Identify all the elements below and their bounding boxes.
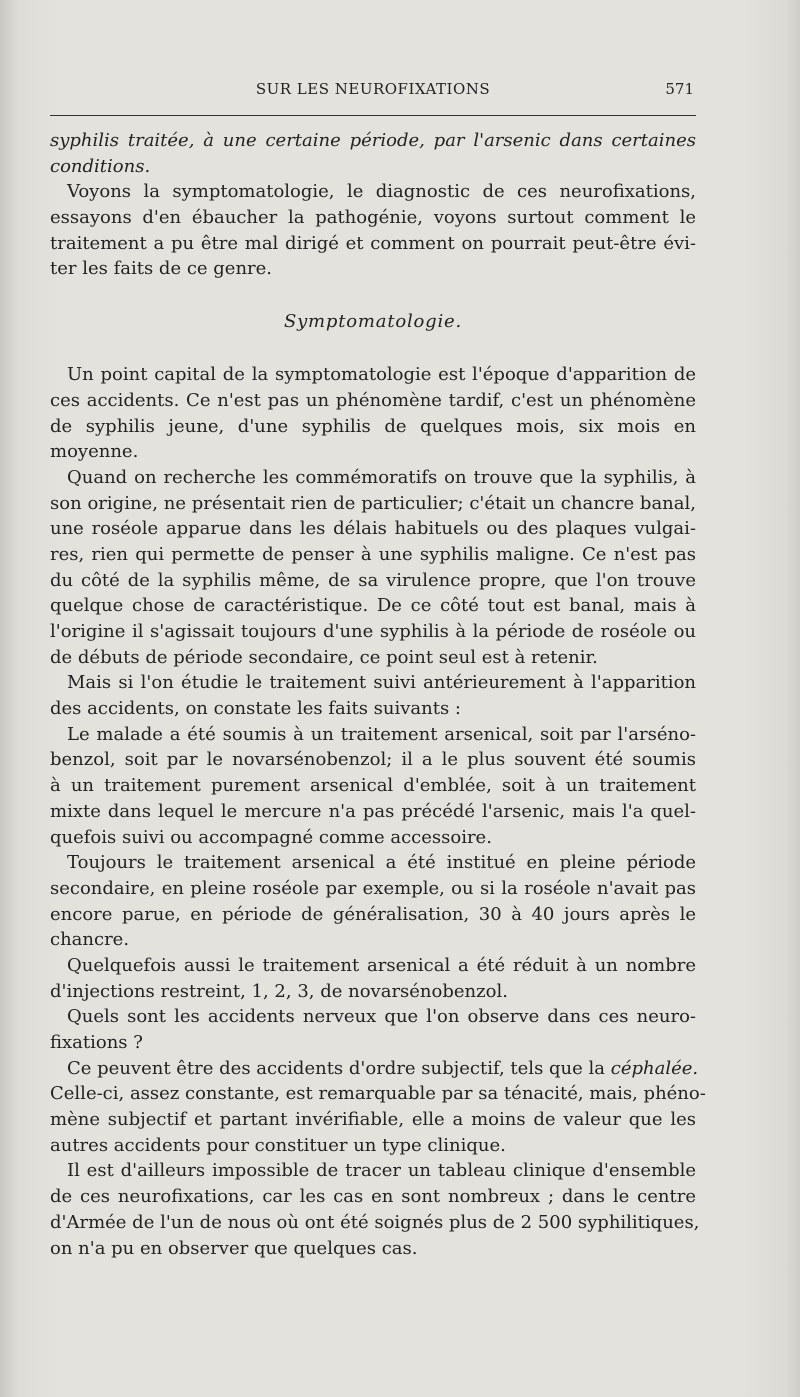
paragraph-start-line: Quels sont les accidents nerveux que l'on observe dans ces neuro- <box>67 1006 696 1028</box>
text-line: fixations ? <box>50 1032 143 1053</box>
paragraph-start-line <box>50 1056 699 1082</box>
text-line: moyenne. <box>50 441 139 463</box>
text-line: essayons d'en ébaucher la pathogénie, voyons surtout comment le <box>50 207 696 229</box>
text-line: res, rien qui permette de penser à une syphilis maligne. Ce n'est pas <box>50 543 696 565</box>
text-line: des accidents, on constate les faits suivants : <box>50 698 461 720</box>
paragraph-start-line: Le malade a été soumis à un traitement arsenical, soit par l'arséno- <box>67 723 696 745</box>
text-line: autres accidents pour constituer un type clinique. <box>50 1134 506 1156</box>
text-line: d'injections restreint, 1, 2, 3, de novarsénobenzol. <box>50 980 508 1002</box>
page-header <box>50 80 696 102</box>
page-number: 571 <box>665 80 694 98</box>
text-line: de ces neurofixations, car les cas en sont nombreux ; dans le centre <box>50 1186 696 1208</box>
text-line: du côté de la syphilis même, de sa virulence propre, que l'on trouve <box>50 569 696 591</box>
section-heading: Symptomatologie. <box>283 311 463 333</box>
text-line: Celle-ci, assez constante, est remarquable par sa ténacité, mais, phéno- <box>50 1083 706 1105</box>
paragraph-start-line: Quand on recherche les commémoratifs on trouve que la syphilis, à <box>67 466 696 488</box>
text-line: ter les faits de ce genre. <box>50 258 273 280</box>
text-line: syphilis traitée, à une certaine période, par l'arsenic dans certaines <box>50 130 696 151</box>
paragraph-start-line: Il est d'ailleurs impossible de tracer un tableau clinique d'ensemble <box>67 1160 696 1182</box>
text-line: ces accidents. Ce n'est pas un phénomène tardif, c'est un phénomène <box>50 389 696 411</box>
text-line: secondaire, en pleine roséole par exemple, ou si la roséole n'avait pas <box>50 877 696 899</box>
text-line: d'Armée de l'un de nous où ont été soignés plus de 2 500 syphilitiques, <box>50 1211 700 1233</box>
text-line: chancre. <box>50 929 130 951</box>
text-line: quefois suivi ou accompagné comme accessoire. <box>50 826 492 848</box>
paragraph-start-line: Un point capital de la symptomatologie est l'époque d'apparition de <box>67 364 696 386</box>
text-line: une roséole apparue dans les délais habituels ou des plaques vulgai- <box>50 518 696 540</box>
paragraph-start-line: Mais si l'on étudie le traitement suivi antérieurement à l'apparition <box>67 672 696 694</box>
text-span: Ce peuvent être des accidents d'ordre subjectif, tels que la <box>67 1057 611 1079</box>
paragraph-start-line: Voyons la symptomatologie, le diagnostic de ces neurofixations, <box>67 181 696 203</box>
paragraph-start-line: Quelquefois aussi le traitement arsenical a été réduit à un nombre <box>67 954 696 976</box>
text-line: mène subjectif et partant invérifiable, elle a moins de valeur que les <box>50 1109 696 1131</box>
running-title: SUR LES NEUROFIXATIONS <box>255 80 491 98</box>
body-text <box>50 128 706 1261</box>
text-line: de syphilis jeune, d'une syphilis de quelques mois, six mois en <box>50 415 696 437</box>
text-line: à un traitement purement arsenical d'emblée, soit à un traitement <box>50 775 696 797</box>
text-line: quelque chose de caractéristique. De ce côté tout est banal, mais à <box>50 595 696 617</box>
text-line: mixte dans lequel le mercure n'a pas précédé l'arsenic, mais l'a quel- <box>50 800 696 822</box>
text-line: on n'a pu en observer que quelques cas. <box>50 1237 418 1259</box>
text-line: encore parue, en période de généralisation, 30 à 40 jours après le <box>50 903 696 925</box>
paragraph-start-line: Toujours le traitement arsenical a été institué en pleine période <box>67 852 696 874</box>
text-line: l'origine il s'agissait toujours d'une syphilis à la période de roséole ou <box>50 621 696 642</box>
emphasis-span: céphalée. <box>610 1057 699 1079</box>
text-line: benzol, soit par le novarsénobenzol; il a le plus souvent été soumis <box>50 749 696 771</box>
text-line: de débuts de période secondaire, ce point seul est à retenir. <box>50 646 598 668</box>
text-line: traitement a pu être mal dirigé et comment on pourrait peut-être évi- <box>50 232 696 254</box>
text-line: conditions. <box>50 155 151 177</box>
text-line: son origine, ne présentait rien de particulier; c'était un chancre banal, <box>50 492 696 514</box>
header-rule <box>50 115 696 116</box>
